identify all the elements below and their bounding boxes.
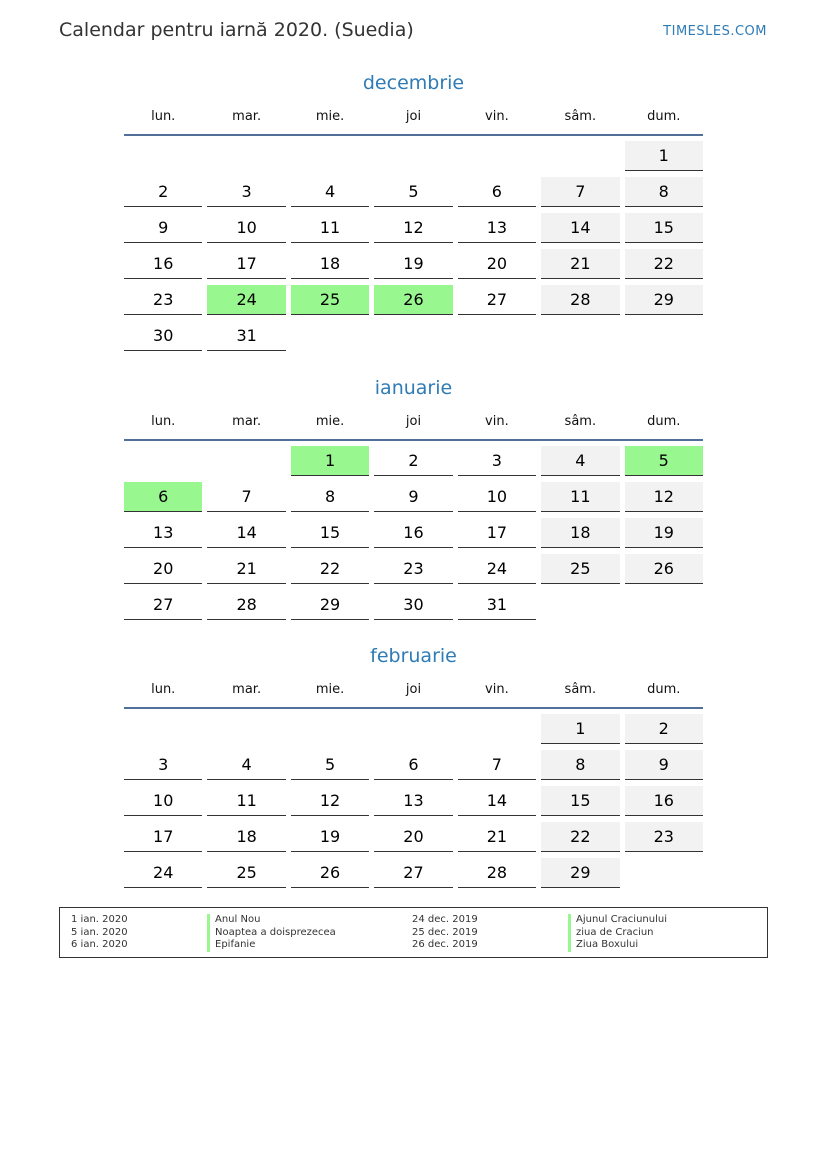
weekday-label: mie.: [315, 682, 345, 697]
day-cell: 20: [374, 822, 452, 852]
day-cell: 5: [625, 446, 703, 476]
day-cell: 13: [374, 786, 452, 816]
day-cell: 2: [124, 177, 202, 207]
day-cell: 3: [124, 750, 202, 780]
day-cell: 18: [291, 249, 369, 279]
day-cell: 5: [291, 750, 369, 780]
day-cell: 3: [207, 177, 285, 207]
week-row: [124, 554, 703, 585]
day-cell: 31: [458, 590, 536, 620]
weekday-label: lun.: [151, 682, 176, 697]
day-cell: 6: [124, 482, 202, 512]
empty-cell: [124, 714, 202, 743]
legend-holiday-name: Anul Nou: [207, 914, 336, 927]
legend-names-left: [207, 914, 336, 952]
day-cell: 27: [374, 858, 452, 888]
empty-cell: [625, 321, 703, 350]
day-cell: 7: [541, 177, 619, 207]
day-cell: 26: [291, 858, 369, 888]
month-february: [124, 643, 703, 894]
day-cell: 10: [458, 482, 536, 512]
day-cell: 19: [625, 518, 703, 548]
legend-date: 26 dec. 2019: [412, 939, 478, 950]
site-link[interactable]: TIMESLES.COM: [663, 24, 767, 39]
month-name: decembrie: [362, 72, 465, 94]
week-row: [124, 482, 703, 513]
day-cell: 12: [291, 786, 369, 816]
day-cell: 20: [124, 554, 202, 584]
day-cell: 31: [207, 321, 285, 351]
empty-cell: [124, 141, 202, 170]
day-cell: 22: [541, 822, 619, 852]
day-cell: 25: [541, 554, 619, 584]
empty-cell: [541, 590, 619, 619]
day-cell: 3: [458, 446, 536, 476]
weekday-label: dum.: [647, 109, 681, 124]
day-cell: 17: [458, 518, 536, 548]
day-cell: 25: [291, 285, 369, 315]
weekday-label: vin.: [485, 414, 509, 429]
day-cell: 23: [625, 822, 703, 852]
day-cell: 16: [625, 786, 703, 816]
week-row: [124, 285, 703, 316]
empty-cell: [374, 141, 452, 170]
week-row: [124, 714, 703, 745]
day-cell: 14: [207, 518, 285, 548]
day-cell: 4: [291, 177, 369, 207]
day-cell: 24: [458, 554, 536, 584]
header-divider: [124, 707, 703, 709]
week-row: [124, 141, 703, 172]
day-cell: 13: [124, 518, 202, 548]
month-name: ianuarie: [374, 377, 453, 399]
empty-cell: [291, 141, 369, 170]
empty-cell: [625, 858, 703, 887]
day-cell: 29: [625, 285, 703, 315]
day-cell: 13: [458, 213, 536, 243]
day-cell: 7: [207, 482, 285, 512]
page-title: Calendar pentru iarnă 2020. (Suedia): [59, 19, 414, 41]
month-december: [124, 70, 703, 357]
day-cell: 30: [374, 590, 452, 620]
day-cell: 28: [458, 858, 536, 888]
legend-holiday-name: Noaptea a doisprezecea: [207, 927, 336, 940]
weekday-label: sâm.: [564, 109, 597, 124]
day-cell: 28: [541, 285, 619, 315]
day-cell: 26: [625, 554, 703, 584]
day-cell: 17: [207, 249, 285, 279]
week-row: [124, 321, 703, 352]
day-cell: 22: [625, 249, 703, 279]
weekday-label: vin.: [485, 682, 509, 697]
weekday-label: mar.: [232, 414, 262, 429]
legend-date: 24 dec. 2019: [412, 914, 478, 925]
empty-cell: [458, 714, 536, 743]
legend-dates-right: [412, 914, 478, 952]
day-cell: 18: [207, 822, 285, 852]
weekday-label: mar.: [232, 682, 262, 697]
day-cell: 16: [374, 518, 452, 548]
weekday-label: dum.: [647, 682, 681, 697]
week-row: [124, 213, 703, 244]
day-cell: 12: [625, 482, 703, 512]
day-cell: 27: [124, 590, 202, 620]
legend-date: 25 dec. 2019: [412, 926, 478, 938]
day-cell: 9: [124, 213, 202, 243]
empty-cell: [458, 141, 536, 170]
weeks-grid: [124, 141, 703, 352]
day-cell: 18: [541, 518, 619, 548]
day-cell: 2: [374, 446, 452, 476]
legend-holiday-name: Epifanie: [207, 939, 336, 952]
day-cell: 11: [291, 213, 369, 243]
empty-cell: [541, 141, 619, 170]
legend-holiday-name: Ziua Boxului: [568, 939, 667, 952]
legend-date: 5 ian. 2020: [71, 926, 128, 938]
week-row: [124, 786, 703, 817]
day-cell: 4: [207, 750, 285, 780]
day-cell: 9: [374, 482, 452, 512]
day-cell: 19: [291, 822, 369, 852]
day-cell: 14: [541, 213, 619, 243]
day-cell: 30: [124, 321, 202, 351]
empty-cell: [291, 321, 369, 350]
legend-dates-left: [71, 914, 128, 952]
day-cell: 17: [124, 822, 202, 852]
day-cell: 8: [541, 750, 619, 780]
day-cell: 2: [625, 714, 703, 744]
empty-cell: [541, 321, 619, 350]
day-cell: 28: [207, 590, 285, 620]
legend-names-right: [568, 914, 667, 952]
day-cell: 23: [374, 554, 452, 584]
day-cell: 16: [124, 249, 202, 279]
weekday-label: joi: [405, 109, 422, 124]
day-cell: 15: [625, 213, 703, 243]
weekday-header: [124, 106, 703, 128]
week-row: [124, 750, 703, 781]
day-cell: 11: [541, 482, 619, 512]
day-cell: 19: [374, 249, 452, 279]
day-cell: 21: [458, 822, 536, 852]
weeks-grid: [124, 714, 703, 889]
weekday-label: lun.: [151, 109, 176, 124]
day-cell: 1: [625, 141, 703, 171]
day-cell: 20: [458, 249, 536, 279]
day-cell: 9: [625, 750, 703, 780]
weekday-label: sâm.: [564, 414, 597, 429]
empty-cell: [625, 590, 703, 619]
day-cell: 8: [625, 177, 703, 207]
weekday-label: dum.: [647, 414, 681, 429]
day-cell: 29: [291, 590, 369, 620]
day-cell: 26: [374, 285, 452, 315]
weekday-label: mie.: [315, 414, 345, 429]
day-cell: 10: [124, 786, 202, 816]
day-cell: 15: [541, 786, 619, 816]
day-cell: 12: [374, 213, 452, 243]
weekday-label: sâm.: [564, 682, 597, 697]
holiday-legend: [59, 907, 768, 958]
weekday-label: mar.: [232, 109, 262, 124]
week-row: [124, 858, 703, 889]
day-cell: 7: [458, 750, 536, 780]
empty-cell: [207, 141, 285, 170]
weekday-header: [124, 411, 703, 433]
empty-cell: [207, 714, 285, 743]
month-name: februarie: [370, 645, 457, 667]
legend-date: 1 ian. 2020: [71, 914, 128, 925]
legend-holiday-name: ziua de Craciun: [568, 927, 667, 940]
empty-cell: [291, 714, 369, 743]
empty-cell: [374, 714, 452, 743]
day-cell: 25: [207, 858, 285, 888]
week-row: [124, 590, 703, 621]
day-cell: 21: [541, 249, 619, 279]
day-cell: 4: [541, 446, 619, 476]
day-cell: 27: [458, 285, 536, 315]
day-cell: 23: [124, 285, 202, 315]
weekday-label: lun.: [151, 414, 176, 429]
legend-date: 6 ian. 2020: [71, 939, 128, 950]
weekday-label: joi: [405, 414, 422, 429]
day-cell: 22: [291, 554, 369, 584]
legend-holiday-name: Ajunul Craciunului: [568, 914, 667, 927]
day-cell: 24: [124, 858, 202, 888]
day-cell: 6: [458, 177, 536, 207]
empty-cell: [374, 321, 452, 350]
day-cell: 29: [541, 858, 619, 888]
weekday-label: mie.: [315, 109, 345, 124]
week-row: [124, 446, 703, 477]
week-row: [124, 177, 703, 208]
weekday-label: vin.: [485, 109, 509, 124]
day-cell: 6: [374, 750, 452, 780]
empty-cell: [124, 446, 202, 475]
day-cell: 8: [291, 482, 369, 512]
day-cell: 21: [207, 554, 285, 584]
day-cell: 5: [374, 177, 452, 207]
day-cell: 10: [207, 213, 285, 243]
day-cell: 1: [291, 446, 369, 476]
header-divider: [124, 439, 703, 441]
day-cell: 15: [291, 518, 369, 548]
empty-cell: [458, 321, 536, 350]
weeks-grid: [124, 446, 703, 621]
month-january: [124, 375, 703, 626]
empty-cell: [207, 446, 285, 475]
week-row: [124, 249, 703, 280]
week-row: [124, 518, 703, 549]
day-cell: 24: [207, 285, 285, 315]
weekday-header: [124, 679, 703, 701]
weekday-label: joi: [405, 682, 422, 697]
day-cell: 11: [207, 786, 285, 816]
week-row: [124, 822, 703, 853]
day-cell: 1: [541, 714, 619, 744]
day-cell: 14: [458, 786, 536, 816]
header-divider: [124, 134, 703, 136]
